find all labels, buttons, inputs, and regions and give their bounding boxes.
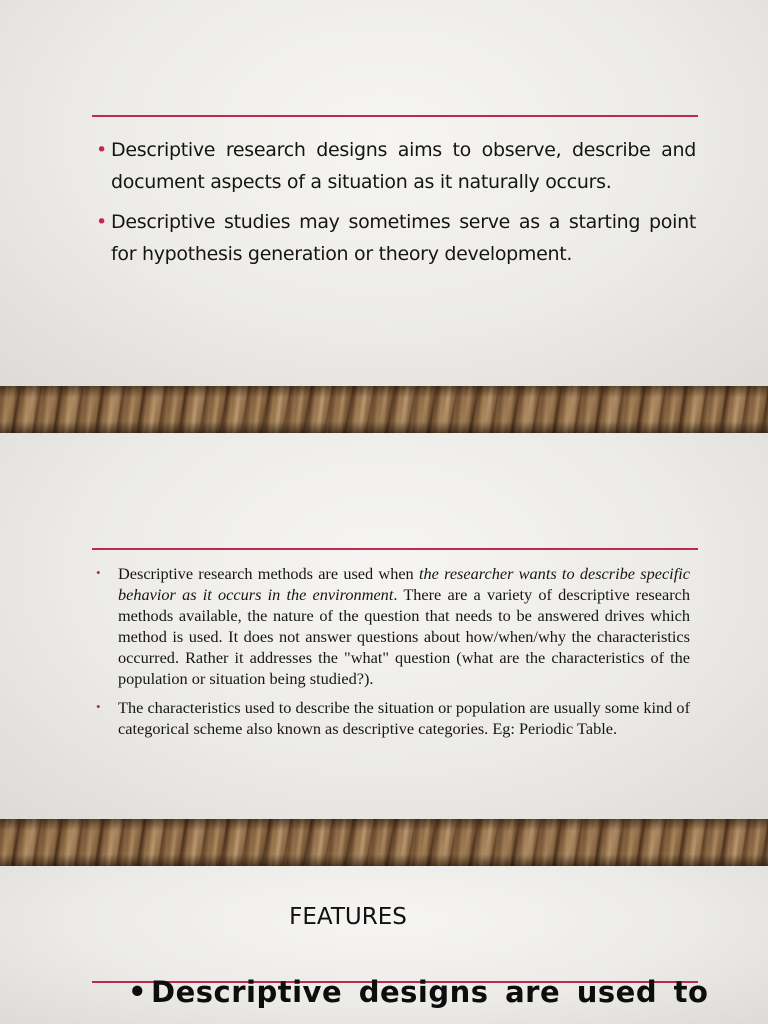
bullet-icon: • — [96, 211, 107, 233]
bullet-text: The characteristics used to describe the situation or population are usually some kind of categorical scheme also known as descriptive categories. Eg: Periodic Table. — [118, 698, 690, 738]
bullet-item — [96, 134, 696, 198]
accent-rule — [92, 115, 698, 117]
bullet-icon: • — [128, 975, 148, 1009]
bullet-item — [96, 697, 690, 739]
bullet-text: Descriptive research designs aims to observe, describe and document aspects of a situation as it naturally occurs. — [111, 139, 696, 193]
bullet-list — [96, 563, 690, 747]
bullet-icon: • — [96, 565, 101, 580]
wood-floor-divider — [0, 386, 768, 433]
slide-title: FEATURES — [289, 904, 407, 930]
bullet-icon: • — [96, 699, 101, 714]
bullet-item — [96, 206, 696, 270]
bullet-list — [96, 134, 696, 278]
bullet-text-emphasis: the researcher wants to describe specific behavior as it occurs in the environment — [118, 564, 690, 604]
slide-3 — [0, 866, 768, 1024]
bullet-text-intro: Descriptive research methods are used when — [118, 564, 419, 583]
bullet-text: Descriptive designs are used to — [151, 975, 709, 1009]
bullet-text: Descriptive studies may sometimes serve as a starting point for hypothesis generation or theory development. — [111, 211, 696, 265]
slide-2 — [0, 433, 768, 819]
accent-rule — [92, 548, 698, 550]
slide-1 — [0, 0, 768, 386]
bullet-icon: • — [96, 139, 107, 161]
bullet-item — [128, 972, 728, 1012]
bullet-item — [96, 563, 690, 689]
bullet-text-rest: . There are a variety of descriptive research methods available, the nature of the question that needs to be answered drives which method is used. It does not answer questions about how/when/why the characteristics occurred. Rather it addresses the "what" question (what are the characteristics of the population or situation being studied?). — [118, 585, 691, 688]
wood-floor-divider — [0, 819, 768, 866]
